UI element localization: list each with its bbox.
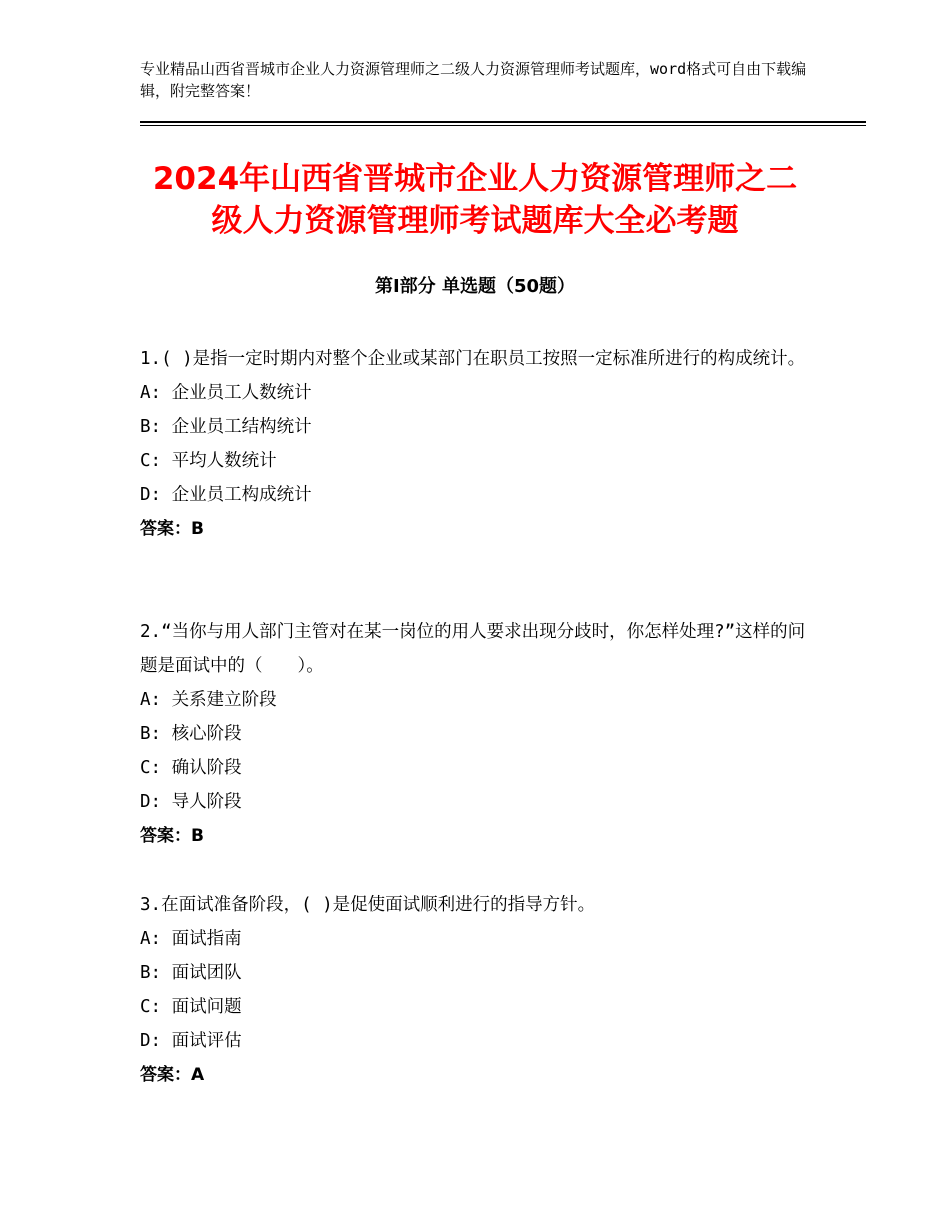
question-stem: 3.在面试准备阶段，( )是促使面试顺利进行的指导方针。: [140, 895, 596, 915]
question-stem: 2.“当你与用人部门主管对在某一岗位的用人要求出现分歧时，你怎样处理?”这样的问题是面试中的（ ）。: [140, 622, 806, 676]
question-3: [140, 888, 810, 1092]
option-d: D: 企业员工构成统计: [140, 485, 312, 505]
section-title: 第Ⅰ部分 单选题（50题）: [374, 276, 575, 297]
option-a: A: 企业员工人数统计: [140, 383, 312, 403]
answer: 答案：A: [140, 1065, 205, 1085]
header-divider-thick: [140, 121, 866, 123]
option-c: C: 面试问题: [140, 997, 242, 1017]
option-c: C: 确认阶段: [140, 758, 242, 778]
question-1: [140, 342, 810, 546]
option-a: A: 关系建立阶段: [140, 690, 277, 710]
option-b: B: 核心阶段: [140, 724, 242, 744]
option-a: A: 面试指南: [140, 929, 242, 949]
question-stem: 1.( )是指一定时期内对整个企业或某部门在职员工按照一定标准所进行的构成统计。: [140, 349, 806, 369]
option-b: B: 面试团队: [140, 963, 242, 983]
option-c: C: 平均人数统计: [140, 451, 277, 471]
option-d: D: 导人阶段: [140, 792, 242, 812]
option-d: D: 面试评估: [140, 1031, 242, 1051]
option-b: B: 企业员工结构统计: [140, 417, 312, 437]
question-2: [140, 615, 810, 853]
answer: 答案：B: [140, 519, 204, 539]
header-divider-thin: [140, 125, 866, 126]
document-title: 2024年山西省晋城市企业人力资源管理师之二级人力资源管理师考试题库大全必考题: [152, 161, 798, 239]
answer: 答案：B: [140, 826, 204, 846]
header-note: 专业精品山西省晋城市企业人力资源管理师之二级人力资源管理师考试题库，word格式可自由下载编辑，附完整答案！: [140, 60, 807, 100]
